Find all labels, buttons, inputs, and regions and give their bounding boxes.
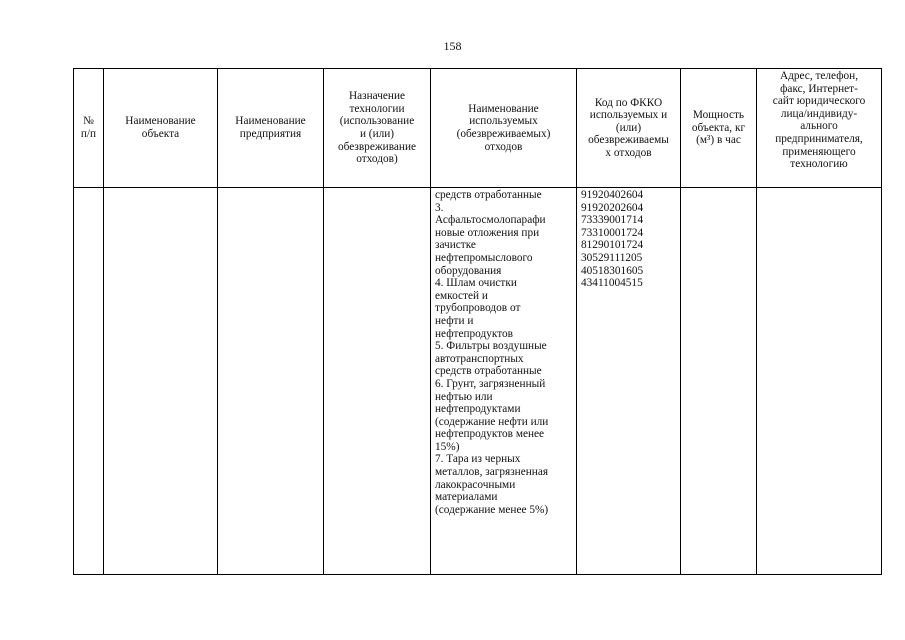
header-object-name: Наименование объекта (104, 69, 218, 188)
table-header-row (74, 69, 882, 188)
cell-technology-purpose (324, 188, 431, 575)
header-number: № п/п (74, 69, 104, 188)
header-fkko-code: Код по ФККО используемых и (или) обезвреживаемы х отходов (577, 69, 681, 188)
cell-capacity (681, 188, 757, 575)
waste-technology-table (73, 68, 882, 575)
cell-enterprise-name (218, 188, 324, 575)
header-capacity: Мощность объекта, кг (м³) в час (681, 69, 757, 188)
cell-object-name (104, 188, 218, 575)
header-enterprise-name: Наименование предприятия (218, 69, 324, 188)
cell-address (757, 188, 882, 575)
page-number: 158 (443, 39, 462, 53)
header-technology-purpose: Назначение технологии (использование и (или) обезвреживание отходов) (324, 69, 431, 188)
header-waste-names: Наименование используемых (обезвреживаемых) отходов (431, 69, 577, 188)
header-address: Адрес, телефон, факс, Интернет- сайт юридического лица/индивиду- ального предпринимателя, применяющего технологию (757, 69, 882, 188)
cell-fkko-codes: 91920402604 91920202604 73339001714 73310001724 81290101724 30529111205 40518301605 43411004515 (577, 188, 681, 575)
cell-waste-names: средств отработанные 3. Асфальтосмолопарафи новые отложения при зачистке нефтепромыслового оборудования 4. Шлам очистки емкостей и трубопроводов от нефти и нефтепродуктов 5. Фильтры воздушные автотранспортных средств отработанные 6. Грунт, загрязненный нефтью или нефтепродуктами (содержание нефти или нефтепродуктов менее 15%) 7. Тара из черных металлов, загрязненная лакокрасочными материалами (содержание менее 5%) (431, 188, 577, 575)
table-row (74, 188, 882, 575)
cell-number (74, 188, 104, 575)
